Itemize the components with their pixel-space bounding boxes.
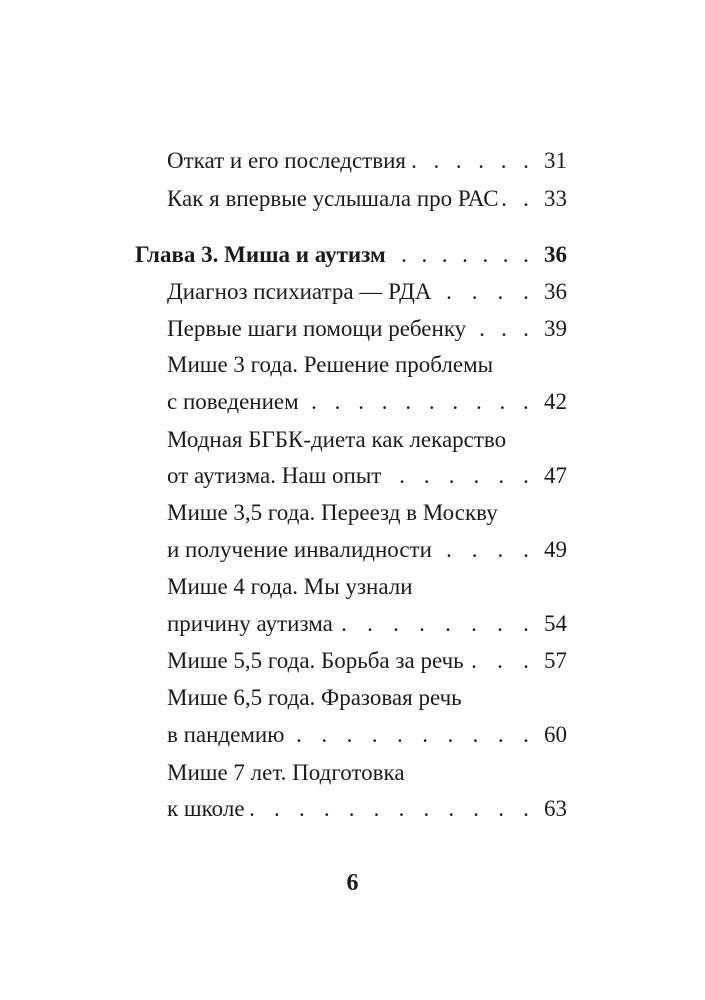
toc-leader-dots: . . . — [471, 648, 529, 673]
toc-leader-dots: . . . . . . . . — [341, 611, 529, 636]
toc-page-number: 47 — [544, 463, 567, 488]
page-number-folio: 6 — [346, 870, 359, 896]
toc-page-number: 42 — [544, 389, 567, 414]
toc-leader-dots: . . . . . . . — [401, 242, 529, 267]
toc-entry-text: Первые шаги помощи ребенку — [167, 316, 467, 341]
toc-page-number: 36 — [544, 242, 567, 267]
toc-page-number: 33 — [544, 186, 567, 211]
toc-page-number: 39 — [544, 316, 567, 341]
toc-entry-text: Мише 5,5 года. Борьба за речь — [167, 648, 464, 673]
toc-entry-text: Мише 3,5 года. Переезд в Москву — [167, 500, 498, 525]
toc-entry-text: и получение инвалидности — [167, 537, 432, 562]
toc-leader-dots: . . . . — [446, 537, 529, 562]
toc-page-number: 63 — [544, 796, 567, 821]
toc-entry-text: Диагноз психиатра — РДА — [167, 279, 432, 304]
toc-entry-text: Откат и его последствия — [167, 148, 406, 173]
toc-entry-text: причину аутизма — [167, 611, 333, 636]
toc-entry-text: Модная БГБК-диета как лекарство — [167, 427, 507, 452]
toc-leader-dots: . . . . . . . . . . — [311, 389, 529, 414]
toc-entry-text: от аутизма. Наш опыт — [167, 463, 382, 488]
toc-leader-dots: . . . . . . — [399, 463, 529, 488]
toc-page-number: 57 — [544, 648, 567, 673]
toc-page-number: 36 — [544, 279, 567, 304]
toc-entry-text: с поведением — [167, 389, 299, 414]
toc-entry-text: Мише 3 года. Решение проблемы — [167, 352, 494, 377]
toc-leader-dots: . . — [501, 186, 529, 211]
toc-entry-text: Как я впервые услышала про РАС — [167, 186, 499, 211]
toc-entry-text: Мише 4 года. Мы узнали — [167, 574, 413, 599]
toc-leader-dots: . . . . . . . . . . — [296, 722, 529, 747]
toc-entry-text: Мише 6,5 года. Фразовая речь — [167, 685, 462, 710]
toc-entry-text: в пандемию — [167, 722, 285, 747]
toc-leader-dots: . . . . — [446, 279, 529, 304]
toc-page-number: 49 — [544, 537, 567, 562]
toc-leader-dots: . . . . . . — [411, 148, 529, 173]
toc-chapter-title: Глава 3. Миша и аутизм — [135, 242, 386, 267]
toc-leader-dots: . . . . . . . . . . . . — [249, 796, 529, 821]
toc-page-number: 60 — [544, 722, 567, 747]
toc-entry-text: к школе — [167, 796, 245, 821]
toc-page-number: 31 — [544, 148, 567, 173]
toc-entry-text: Мише 7 лет. Подготовка — [167, 760, 405, 785]
toc-page-number: 54 — [544, 611, 567, 636]
toc-leader-dots: . . . — [479, 316, 529, 341]
